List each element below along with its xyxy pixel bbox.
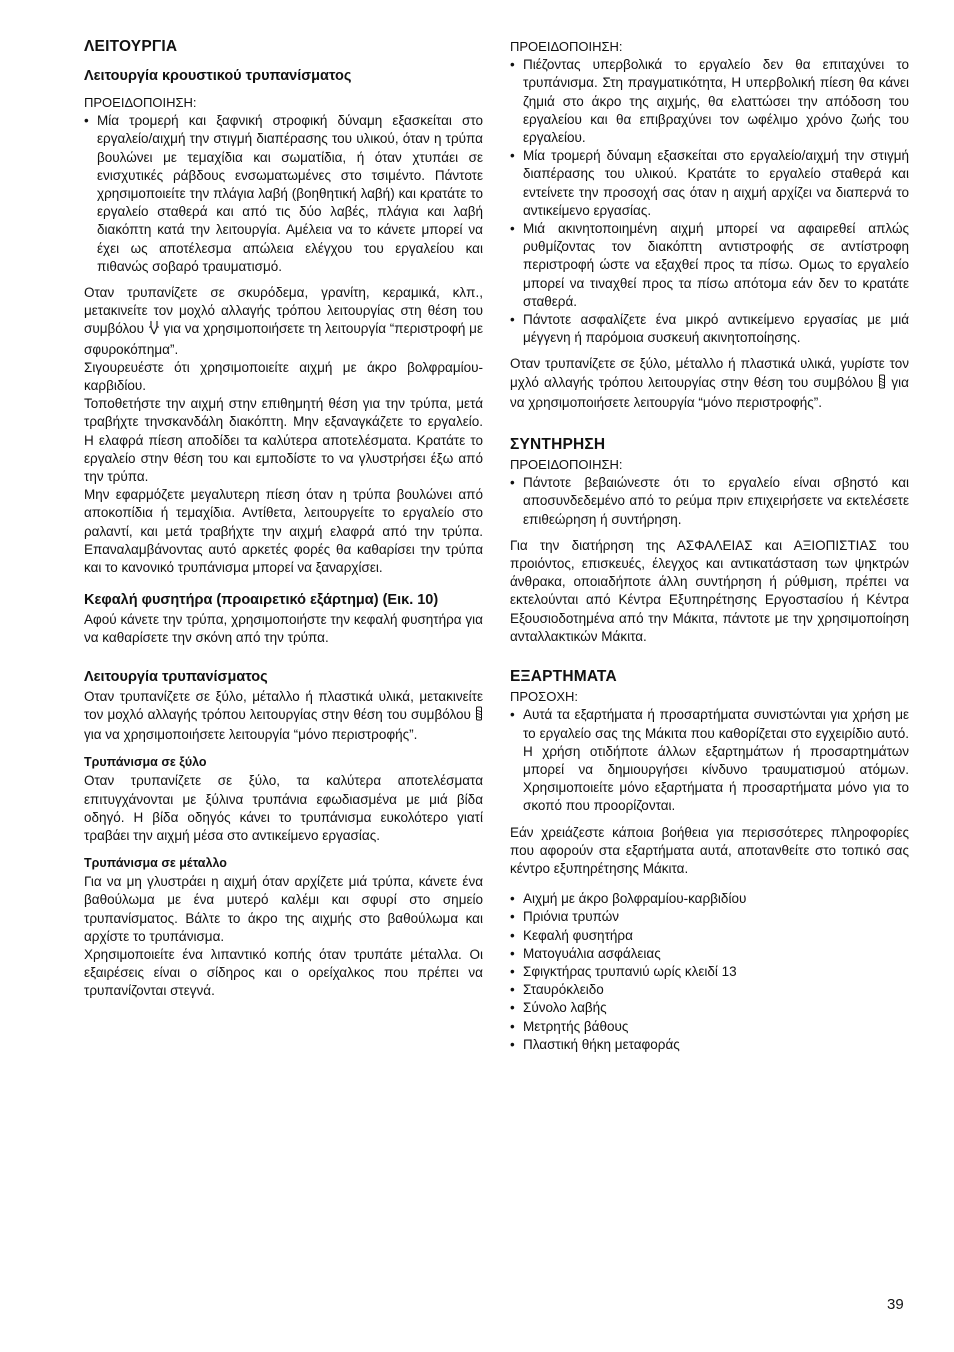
hammer-drilling-heading: Λειτουργία κρουστικού τρυπανίσματος <box>84 68 352 84</box>
caution-item: • Αυτά τα εξαρτήματα ή προσαρτήματα συνιστώνται για χρήση με το εργαλείο σας της Μάκιτα που καθορίζεται στο εγχειρίδιο αυτό. Η χρήση οτιδήποτε άλλων εξαρτημάτων ή προσαρτημάτων μπορεί να δημιουργήσει κίνδυνο τραυματισμού ατόμων. Χρησιμοποιείτε μόνο εξαρτήματα ή προσαρτήματα μόνο για το σκοπό που προορίζονται. <box>510 706 909 815</box>
wood-paragraph: Οταν τρυπανίζετε σε ξύλο, τα καλύτερα αποτελέσματα επιτυγχάνονται με ξύλινα τρυπάνια εφωδιασμένα με μιά βίδα οδηγό. Η βίδα οδηγός κάνει το τρυπάνισμα ευκολότερο γιατί τραβάει την αιχμή μέσα στο αντικείμενο εργασίας. <box>84 773 483 843</box>
maintenance-warning-label: ΠΡΟΕΙΔΟΠΟΙΗΣΗ: <box>510 457 623 473</box>
warning-item: • Πάντοτε ασφαλίζετε ένα μικρό αντικείμενο εργασίας με μιά μέγγενη ή παρόμοια συσκευή ακινητοποίησης. <box>510 311 909 347</box>
accessory-list <box>510 890 909 1054</box>
hammer-paragraph: Σιγουρευέστε ότι χρησιμοποιείτε αιχμή με άκρο βολφραμίου-καρβιδίου. <box>84 359 483 394</box>
drill-bit-symbol-icon <box>878 374 886 394</box>
rotation-paragraph: Οταν τρυπανίζετε σε ξύλο, μέταλλο ή πλαστικά υλικά, γυρίστε τον μχλό αλλαγής τρόπου λειτουργίας στην θέση του συμβόλου για να χρησιμοποιήσετε λειτουργία “μόνο περιστροφής”. <box>510 356 909 410</box>
hammer-paragraph: Οταν τρυπανίζετε σε σκυρόδεμα, γρανίτη, κεραμικά, κλπ., μετακινείτε τον μοχλό αλλαγής τρόπου λειτουργίας στη θέση του συμβόλου για να χρησιμοποιήσετε τη λειτουργία “περιστροφή με σφυροκόπημα”. <box>84 285 483 357</box>
list-item: • Κεφαλή φυσητήρα <box>510 927 909 945</box>
maintenance-title: ΣΥΝΤΗΡΗΣΗ <box>510 436 606 454</box>
warning-label: ΠΡΟΕΙΔΟΠΟΙΗΣΗ: <box>84 95 197 110</box>
help-paragraph: Εάν χρειάζεστε κάποια βοήθεια για περισσότερες πληροφορίες που αφορούν στα εξαρτήματα αυτά, αποτανθείτε στο τοπικό σας κέντρο εξυπηρέτησης Μάκιτα. <box>510 824 909 876</box>
hammer-drill-symbol-icon <box>148 320 160 340</box>
metal-paragraph: Για να μη γλυστράει η αιχμή όταν αρχίζετε μιά τρύπα, κάνετε ένα βαθούλωμα με ένα μυτερό καλέμι και σφυρί στο σημείο τρυπανίσματος. Βάλτε το άκρο της αιχμής στο βαθούλωμα και αρχίστε το τρυπάνισμα. <box>84 874 483 944</box>
list-item: • Σφιγκτήρας τρυπανιύ ωρίς κλειδί 13 <box>510 963 909 981</box>
page-number: 39 <box>887 1296 904 1313</box>
maintenance-list <box>510 474 909 529</box>
warning-label: ΠΡΟΕΙΔΟΠΟΙΗΣΗ: <box>510 39 623 54</box>
list-item: • Σύνολο λαβής <box>510 999 909 1017</box>
list-item: • Αιχμή με άκρο βολφραμίου-καρβιδίου <box>510 890 909 908</box>
list-item: • Μετρητής βάθους <box>510 1018 909 1036</box>
drilling-heading: Λειτουργία τρυπανίσματος <box>84 668 268 685</box>
list-item: • Πλαστική θήκη μεταφοράς <box>510 1036 909 1054</box>
maintenance-paragraph: Για την διατήρηση της ΑΣΦΑΛΕΙΑΣ και ΑΞΙΟΠΙΣΤΙΑΣ του προιόντος, επισκευές, έλεγχος και αντικατάσταση των ψηκτρών άνθρακα, οποιαδήποτε άλλη συντήρηση ή ρύθμιση, πρέπει να εκτελούνται από Κέντρα Εξυπηρέτησης Εργοστασίου ή Κέντρα Εξουσιοδοτημένα από την Μάκιτα, πάντοτε με την χρησιμοποίηση ανταλλακτικών Μάκιτα. <box>510 537 909 644</box>
operation-title: ΛΕΙΤΟΥΡΓΙΑ <box>84 38 178 55</box>
warning-item: • Πιέζοντας υπερβολικά το εργαλείο δεν θα επιταχύνει το τρυπάνισμα. Στη πραγματικότητα, Η υπερβολική πίεση θα κάνει ζημιά στο άκρο της αιχμής, θα ελαττώσει την απόδοση του εργαλείου και θα επιβραχύνει τον ωφέλιμο χρόνο ζωής του εργαλείου. <box>510 56 909 147</box>
warning-list <box>510 56 909 347</box>
list-item: • Σταυρόκλειδο <box>510 981 909 999</box>
left-column <box>84 38 483 1001</box>
metal-heading: Τρυπάνισμα σε μέταλλο <box>84 856 227 871</box>
maintenance-item: • Πάντοτε βεβαιώνεστε ότι το εργαλείο είναι σβηστό και αποσυνδεδεμένο από το ρεύμα πριν επιχειρήσετε να εκτελέσετε επιθεώρηση ή συντήρηση. <box>510 474 909 529</box>
wood-heading: Τρυπάνισμα σε ξύλο <box>84 755 207 770</box>
warning-list <box>84 112 483 276</box>
blower-paragraph: Αφού κάνετε την τρύπα, χρησιμοποιήστε την κεφαλή φυσητήρα για να καθαρίσετε την σκόνη από την τρύπα. <box>84 612 483 646</box>
hammer-paragraph: Μην εφαρμόζετε μεγαλυτερη πίεση όταν η τρύπα βουλώνει από αποκοπίδια ή τεμαχίδια. Αντίθετα, λειτουργείτε το εργαλείο στο ραλαντί, και μετά τραβήχτε την αιχμή ελαφρά από την τρύπα. Επαναλαμβάνοντας αυτό αρκετές φορές θα καθαρίσει την τρύπα και το κανονικό τρυπάνισμα μπορεί να ξαναρχίσει. <box>84 487 483 576</box>
right-column <box>510 38 909 1054</box>
drilling-paragraph: Οταν τρυπανίζετε σε ξύλο, μέταλλο ή πλαστικά υλικά, μετακινείτε τον μοχλό αλλαγής τρόπου λειτουργίας στην θέση του συμβόλου για να χρησιμοποιήσετε λειτουργία “μόνο περιστροφής”. <box>84 688 483 743</box>
list-item: • Ματογυάλια ασφάλειας <box>510 945 909 963</box>
warning-item: • Μία τρομερή και ξαφνική στροφική δύναμη εξασκείται στο εργαλείο/αιχμή την στιγμή διαπέρασης του υλικού, όταν η τρύπα βουλώνει με τεμαχίδια και σωματίδια, ή όταν χτυπάει σε ενισχυτικές ράβδους ενσωματωμένες στο τσιμέντο. Πάντοτε χρησιμοποιείτε την πλάγια λαβή (βοηθητική λαβή) και κρατάτε το εργαλείο σταθερά και από τις δύο λαβές, πλάγια και λαβή διακόπτη κατά την λειτουργία. Αμέλεια να το κάνετε μπορεί να έχει ως αποτέλεσμα απώλεια ελέγχου του εργαλείου και πιθανώς σοβαρό τραυματισμό. <box>84 112 483 276</box>
blower-heading: Κεφαλή φυσητήρα (προαιρετικό εξάρτημα) (Εικ. 10) <box>84 592 439 609</box>
hammer-paragraph: Τοποθετήστε την αιχμή στην επιθημητή θέση για την τρύπα, μετά τραβήχτε τηνσκανδάλη διακόπτη. Μην εξαναγκάζετε το εργαλείο. Η ελαφρά πίεση αποδίδει τα καλύτερα αποτελέσματα. Κρατάτε το εργαλείο στην θέση του και εμποδίστε το να γλυστρήσει έξω από την τρύπα. <box>84 396 483 485</box>
metal-paragraph: Χρησιμοποιείτε ένα λιπαντικό κοπής όταν τρυπάτε μέταλλα. Οι εξαιρέσεις είναι ο σίδηρος και ο ορείχαλκος που πρέπει να τρυπανίζονται στεγνά. <box>84 946 483 999</box>
accessories-title: ΕΞΑΡΤΗΜΑΤΑ <box>510 668 617 686</box>
drill-bit-symbol-icon <box>475 706 483 726</box>
caution-label: ΠΡΟΣΟΧΗ: <box>510 689 578 705</box>
warning-item: • Μία τρομερή δύναμη εξασκείται στο εργαλείο/αιχμή την στιγμή διαπέρασης του υλικού. Κρατάτε το εργαλείο σταθερά και εντείνετε την προσοχή σας όταν η αιχμή αρχίζει να διαπερνά το αντικείμενο εργασίας. <box>510 147 909 220</box>
warning-item: • Μιά ακινητοποιημένη αιχμή μπορεί να αφαιρεθεί απλώς ρυθμίζοντας τον διακόπτη αντιστροφής σε αντίστροφη περιστροφή ώστε να εξαχθεί προς τα πίσω. Ομως το εργαλείο μπορεί να τιναχθεί προς τα πίσω απότομα εάν δεν το κρατάτε σταθερά. <box>510 220 909 311</box>
caution-list <box>510 706 909 815</box>
list-item: • Πριόνια τρυπών <box>510 908 909 926</box>
